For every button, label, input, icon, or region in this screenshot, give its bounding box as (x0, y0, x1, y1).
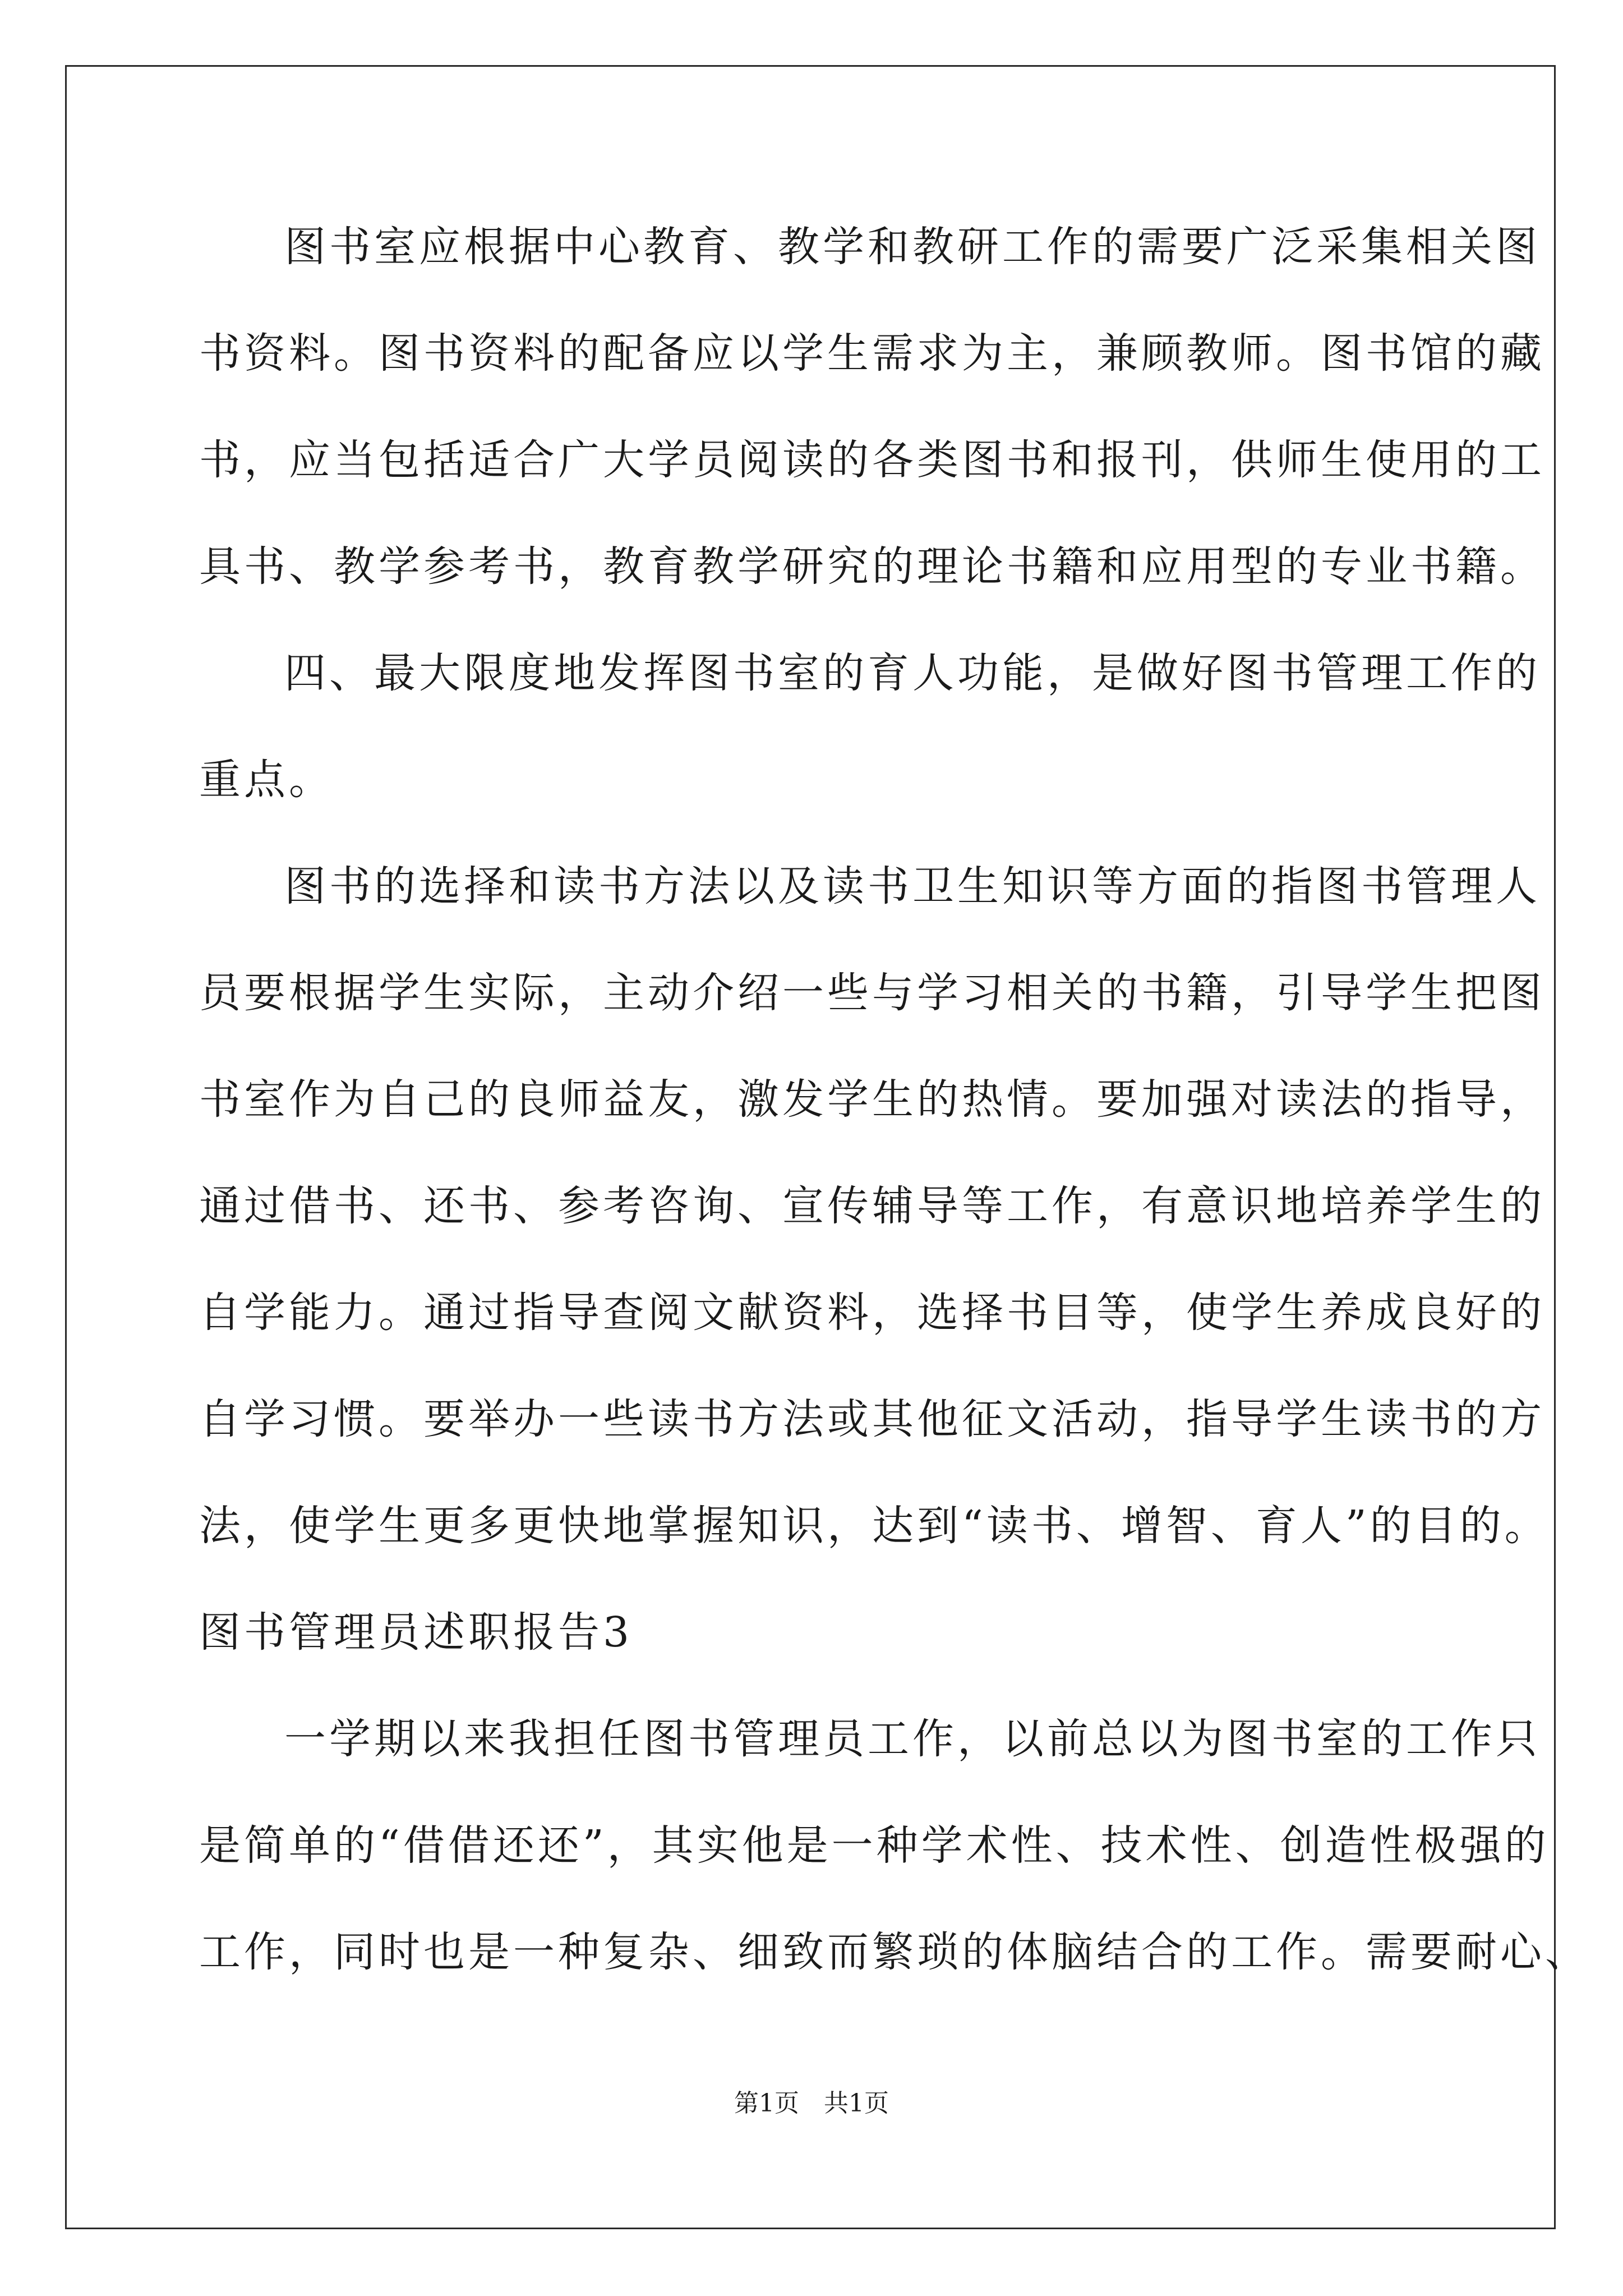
text-line: 具书、教学参考书，教育教学研究的理论书籍和应用型的专业书籍。 (199, 542, 1545, 591)
text-line: 重点。 (199, 756, 334, 804)
text-line: 图书的选择和读书方法以及读书卫生知识等方面的指图书管理人 (284, 862, 1541, 910)
text-line: 图书室应根据中心教育、教学和教研工作的需要广泛采集相关图 (284, 223, 1541, 271)
section-heading: 图书管理员述职报告3 (199, 1608, 633, 1657)
text-line: 书室作为自己的良师益友，激发学生的热情。要加强对读法的指导， (199, 1075, 1545, 1124)
text-line: 书资料。图书资料的配备应以学生需求为主，兼顾教师。图书馆的藏 (199, 329, 1545, 378)
text-line: 法，使学生更多更快地掌握知识，达到“读书、增智、育人”的目的。 (199, 1502, 1550, 1550)
text-line: 员要根据学生实际，主动介绍一些与学习相关的书籍，引导学生把图 (199, 969, 1545, 1017)
page-footer: 第1页 共1页 (734, 2089, 889, 2118)
text-line: 四、最大限度地发挥图书室的育人功能，是做好图书管理工作的 (284, 649, 1541, 697)
text-line: 自学习惯。要举办一些读书方法或其他征文活动，指导学生读书的方 (199, 1395, 1545, 1443)
document-body (199, 213, 1590, 2025)
text-line: 是简单的“借借还还”，其实他是一种学术性、技术性、创造性极强的 (199, 1821, 1550, 1870)
text-line: 自学能力。通过指导查阅文献资料，选择书目等，使学生养成良好的 (199, 1289, 1545, 1337)
text-line: 工作，同时也是一种复杂、细致而繁琐的体脑结合的工作。需要耐心、 (199, 1928, 1590, 1976)
text-line: 书，应当包括适合广大学员阅读的各类图书和报刊，供师生使用的工 (199, 436, 1545, 484)
text-line: 通过借书、还书、参考咨询、宣传辅导等工作，有意识地培养学生的 (199, 1182, 1545, 1230)
text-line: 一学期以来我担任图书管理员工作，以前总以为图书室的工作只 (284, 1715, 1541, 1763)
